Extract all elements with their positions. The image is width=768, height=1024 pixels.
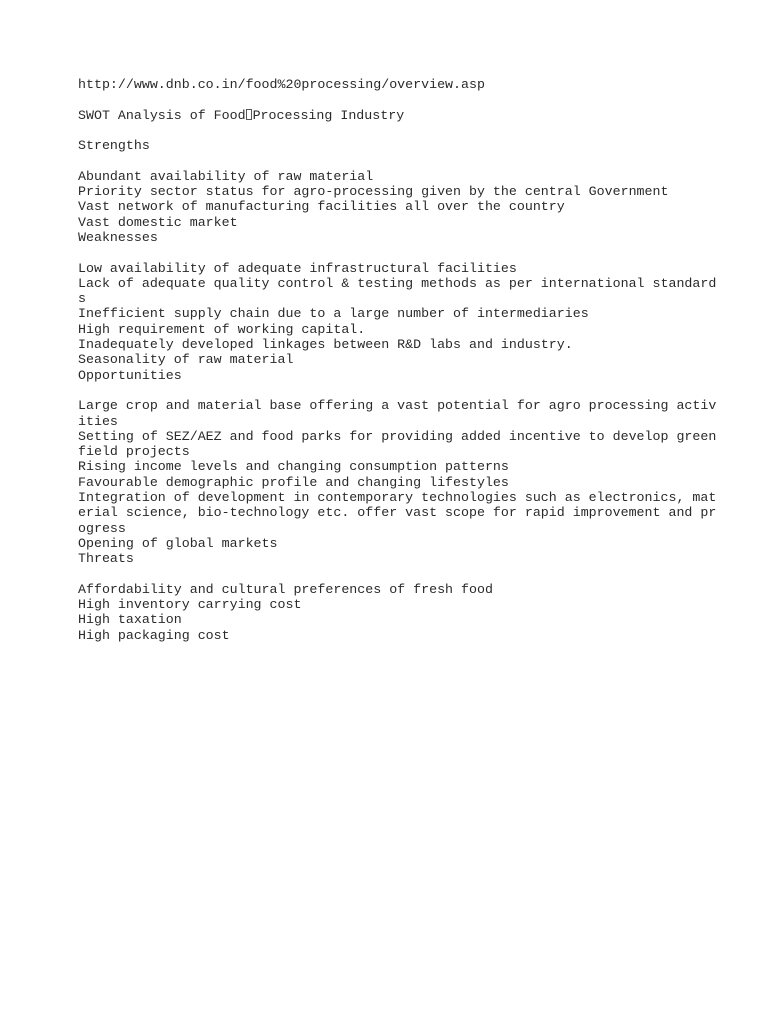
opportunity-item-wrap: ogress — [78, 520, 126, 536]
weakness-item: Low availability of adequate infrastructural facilities — [78, 260, 517, 276]
document-title — [78, 108, 738, 123]
spacer — [78, 567, 738, 582]
spacer — [78, 123, 738, 138]
opportunity-item: Opening of global markets — [78, 535, 278, 551]
threats-heading: Threats — [78, 551, 134, 567]
source-url: http://www.dnb.co.in/food%20processing/overview.asp — [78, 77, 485, 92]
weakness-item: Lack of adequate quality control & testing methods as per international standard — [78, 275, 717, 291]
document-page — [78, 77, 738, 643]
opportunity-item-wrap: erial science, bio-technology etc. offer vast scope for rapid improvement and pr — [78, 505, 717, 521]
threat-item: High packaging cost — [78, 627, 230, 643]
spacer — [78, 383, 738, 398]
strengths-heading: Strengths — [78, 138, 150, 154]
opportunity-item: Favourable demographic profile and changing lifestyles — [78, 474, 509, 490]
strength-item: Priority sector status for agro-processing given by the central Government — [78, 184, 669, 200]
missing-glyph-icon — [246, 109, 252, 120]
title-part-1: SWOT Analysis of Food — [78, 107, 246, 123]
threat-item: High inventory carrying cost — [78, 597, 302, 613]
threat-item: Affordability and cultural preferences of fresh food — [78, 581, 493, 597]
strength-item: Abundant availability of raw material — [78, 168, 374, 184]
spacer — [78, 153, 738, 168]
weakness-item: Inefficient supply chain due to a large number of intermediaries — [78, 306, 589, 322]
strength-item: Vast domestic market — [78, 214, 238, 230]
title-part-2: Processing Industry — [252, 107, 405, 123]
spacer — [78, 92, 738, 107]
weakness-item: Inadequately developed linkages between R&D labs and industry. — [78, 337, 573, 353]
spacer — [78, 245, 738, 260]
opportunity-item: Large crop and material base offering a vast potential for agro processing activ — [78, 398, 717, 414]
opportunity-item-wrap: ities — [78, 413, 118, 429]
opportunity-item: Rising income levels and changing consumption patterns — [78, 459, 509, 475]
opportunity-item-wrap: field projects — [78, 444, 190, 460]
weakness-item-wrap: s — [78, 291, 86, 307]
threat-item: High taxation — [78, 612, 182, 628]
opportunities-heading: Opportunities — [78, 367, 182, 383]
opportunity-item: Setting of SEZ/AEZ and food parks for providing added incentive to develop green — [78, 428, 717, 444]
weakness-item: Seasonality of raw material — [78, 352, 294, 368]
opportunity-item: Integration of development in contemporary technologies such as electronics, mat — [78, 490, 717, 506]
weaknesses-heading: Weaknesses — [78, 229, 158, 245]
strength-item: Vast network of manufacturing facilities all over the country — [78, 199, 565, 215]
weakness-item: High requirement of working capital. — [78, 321, 366, 337]
